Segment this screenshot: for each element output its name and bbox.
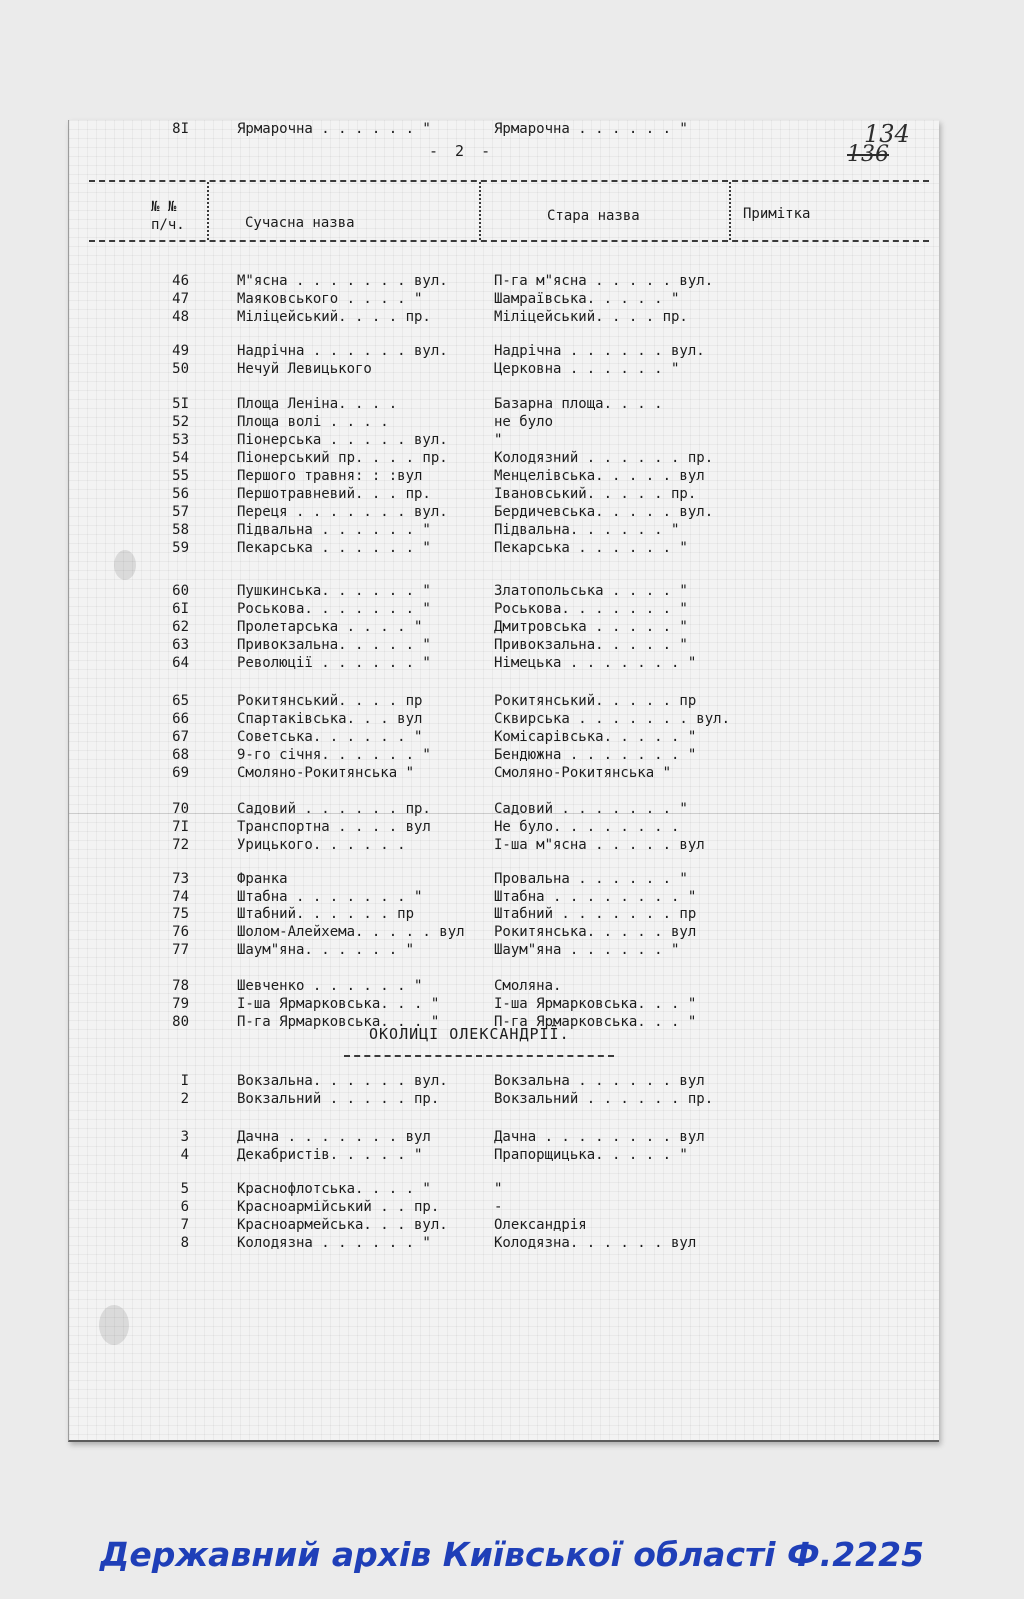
handwritten-sheet-number: 134	[864, 120, 910, 148]
row-number: 78	[172, 978, 189, 994]
old-street-name: Садовий . . . . . . . "	[494, 801, 688, 817]
row-number: I	[180, 1073, 189, 1089]
old-street-name: Шаум"яна . . . . . . "	[494, 942, 680, 958]
old-street-name: Німецька . . . . . . . "	[494, 655, 697, 671]
row-number: 6I	[172, 601, 189, 617]
old-street-name: "	[494, 1181, 503, 1197]
header-note: Примітка	[743, 206, 811, 222]
row-number: 6	[180, 1199, 189, 1215]
row-number: 48	[172, 309, 189, 325]
old-street-name: Менцелівська. . . . . вул	[494, 468, 705, 484]
current-street-name: М"ясна . . . . . . . вул.	[237, 273, 448, 289]
row-number: 65	[172, 693, 189, 709]
current-street-name: Пекарська . . . . . . "	[237, 540, 431, 556]
current-street-name: Привокзальна. . . . . "	[237, 637, 431, 653]
current-street-name: Советська. . . . . . "	[237, 729, 423, 745]
old-street-name: Дмитровська . . . . . "	[494, 619, 688, 635]
old-street-name: Не було. . . . . . . .	[494, 819, 680, 835]
old-street-name: Дачна . . . . . . . . вул	[494, 1129, 705, 1145]
current-street-name: Пушкинська. . . . . . "	[237, 583, 431, 599]
current-street-name: Колодязна . . . . . . "	[237, 1235, 431, 1251]
old-street-name: I-ша Ярмарковська. . . "	[494, 996, 697, 1012]
current-street-name: Надрічна . . . . . . вул.	[237, 343, 448, 359]
current-street-name: Площа волі . . . .	[237, 414, 389, 430]
current-street-name: Смоляно-Рокитянська "	[237, 765, 415, 781]
row-number: 68	[172, 747, 189, 763]
old-street-name: Колодязний . . . . . . пр.	[494, 450, 714, 466]
header-number-column: № № п/ч.	[151, 199, 185, 233]
row-number: 59	[172, 540, 189, 556]
archive-caption: Державний архів Київської області Ф.2225	[99, 1535, 925, 1574]
old-street-name: Шамраївська. . . . . "	[494, 291, 680, 307]
row-number: 62	[172, 619, 189, 635]
row-number: 8	[180, 1235, 189, 1251]
current-street-name: Садовий . . . . . . пр.	[237, 801, 431, 817]
old-street-name: Смоляно-Рокитянська "	[494, 765, 672, 781]
current-street-name: Штабна . . . . . . . "	[237, 889, 423, 905]
section-title-underline	[344, 1055, 614, 1057]
old-street-name: не було	[494, 414, 554, 430]
old-street-name: Провальна . . . . . . "	[494, 871, 688, 887]
row-number: 55	[172, 468, 189, 484]
row-number: 52	[172, 414, 189, 430]
row-number: 75	[172, 906, 189, 922]
current-street-name: Шолом-Алейхема. . . . . вул	[237, 924, 465, 940]
current-street-name: Підвальна . . . . . . "	[237, 522, 431, 538]
old-street-name: Прапорщицька. . . . . "	[494, 1147, 688, 1163]
current-street-name: Революції . . . . . . "	[237, 655, 431, 671]
old-street-name: Златопольська . . . . "	[494, 583, 688, 599]
old-street-name: Колодязна. . . . . . вул	[494, 1235, 697, 1251]
paper-stain	[99, 1305, 129, 1345]
old-street-name: Роськова. . . . . . . "	[494, 601, 688, 617]
old-street-name: П-га м"ясна . . . . . вул.	[494, 273, 714, 289]
current-street-name: Ярмарочна . . . . . . "	[237, 121, 431, 137]
row-number: 47	[172, 291, 189, 307]
current-street-name: Вокзальний . . . . . пр.	[237, 1091, 440, 1107]
header-old-name: Стара назва	[547, 208, 640, 224]
row-number: 66	[172, 711, 189, 727]
row-number: 46	[172, 273, 189, 289]
old-street-name: Комісарівська. . . . . "	[494, 729, 697, 745]
paper-stain	[114, 550, 136, 580]
old-street-name: Рокитянська. . . . . вул	[494, 924, 697, 940]
row-number: 2	[180, 1091, 189, 1107]
row-number: 77	[172, 942, 189, 958]
row-number: 63	[172, 637, 189, 653]
row-number: 80	[172, 1014, 189, 1030]
current-street-name: Піонерська . . . . . вул.	[237, 432, 448, 448]
row-number: 60	[172, 583, 189, 599]
current-street-name: Шевченко . . . . . . "	[237, 978, 423, 994]
current-street-name: Площа Леніна. . . .	[237, 396, 398, 412]
current-street-name: Міліцейський. . . . пр.	[237, 309, 431, 325]
current-street-name: Краснофлотська. . . . "	[237, 1181, 431, 1197]
current-street-name: Першого травня: : :вул	[237, 468, 423, 484]
header-current-name: Сучасна назва	[245, 215, 355, 231]
current-street-name: Красноармейська. . . вул.	[237, 1217, 448, 1233]
current-street-name: Нечуй Левицького	[237, 361, 372, 377]
row-number: 76	[172, 924, 189, 940]
current-street-name: Красноармійський . . пр.	[237, 1199, 440, 1215]
column-divider	[479, 182, 481, 240]
old-street-name: Штабна . . . . . . . . "	[494, 889, 697, 905]
current-street-name: Пролетарська . . . . "	[237, 619, 423, 635]
row-number: 5I	[172, 396, 189, 412]
row-number: 54	[172, 450, 189, 466]
current-street-name: 9-го січня. . . . . . "	[237, 747, 431, 763]
row-number: 50	[172, 361, 189, 377]
row-number: 5	[180, 1181, 189, 1197]
current-street-name: Шаум"яна. . . . . . "	[237, 942, 415, 958]
old-street-name: "	[494, 432, 503, 448]
old-street-name: Сквирська . . . . . . . вул.	[494, 711, 731, 727]
current-street-name: П-га Ярмарковська. . . "	[237, 1014, 440, 1030]
document-sheet	[68, 120, 939, 1442]
current-street-name: Декабристів. . . . . "	[237, 1147, 423, 1163]
current-street-name: Роськова. . . . . . . "	[237, 601, 431, 617]
row-number: 74	[172, 889, 189, 905]
row-number: 49	[172, 343, 189, 359]
row-number: 7I	[172, 819, 189, 835]
row-number: 53	[172, 432, 189, 448]
row-number: 7	[180, 1217, 189, 1233]
current-street-name: Першотравневий. . . пр.	[237, 486, 431, 502]
current-street-name: Транспортна . . . . вул	[237, 819, 431, 835]
old-street-name: Привокзальна. . . . . "	[494, 637, 688, 653]
row-number: 57	[172, 504, 189, 520]
row-number: 56	[172, 486, 189, 502]
row-number: 69	[172, 765, 189, 781]
old-street-name: Пекарська . . . . . . "	[494, 540, 688, 556]
row-number: 58	[172, 522, 189, 538]
old-street-name: Штабний . . . . . . . пр	[494, 906, 697, 922]
old-street-name: -	[494, 1199, 503, 1215]
row-number: 64	[172, 655, 189, 671]
row-number: 72	[172, 837, 189, 853]
row-number: 79	[172, 996, 189, 1012]
old-street-name: Підвальна. . . . . . "	[494, 522, 680, 538]
old-street-name: Бердичевська. . . . . вул.	[494, 504, 714, 520]
old-street-name: Смоляна.	[494, 978, 562, 994]
old-street-name: Рокитянський. . . . . пр	[494, 693, 697, 709]
current-street-name: Піонерський пр. . . . пр.	[237, 450, 448, 466]
old-street-name: Ярмарочна . . . . . . "	[494, 121, 688, 137]
column-divider	[207, 182, 209, 240]
row-number: 3	[180, 1129, 189, 1145]
current-street-name: Франка	[237, 871, 288, 887]
old-street-name: Надрічна . . . . . . вул.	[494, 343, 705, 359]
row-number: 73	[172, 871, 189, 887]
old-street-name: Базарна площа. . . .	[494, 396, 663, 412]
old-street-name: Вокзальна . . . . . . вул	[494, 1073, 705, 1089]
current-street-name: I-ша Ярмарковська. . . "	[237, 996, 440, 1012]
handwritten-crossed-number: 136	[847, 142, 889, 167]
current-street-name: Урицького. . . . . .	[237, 837, 406, 853]
current-street-name: Вокзальна. . . . . . вул.	[237, 1073, 448, 1089]
old-street-name: Вокзальний . . . . . . пр.	[494, 1091, 714, 1107]
old-street-name: Івановський. . . . . пр.	[494, 486, 697, 502]
row-number: 67	[172, 729, 189, 745]
old-street-name: Бендюжна . . . . . . . "	[494, 747, 697, 763]
row-number: 70	[172, 801, 189, 817]
old-street-name: I-ша м"ясна . . . . . вул	[494, 837, 705, 853]
old-street-name: Олександрія	[494, 1217, 587, 1233]
current-street-name: Штабний. . . . . . пр	[237, 906, 415, 922]
old-street-name: Церковна . . . . . . "	[494, 361, 680, 377]
old-street-name: П-га Ярмарковська. . . "	[494, 1014, 697, 1030]
table-header-bottom-rule	[89, 240, 929, 242]
section-title: ОКОЛИЦІ ОЛЕКСАНДРІЇ.	[369, 1025, 570, 1043]
current-street-name: Дачна . . . . . . . вул	[237, 1129, 431, 1145]
current-street-name: Спартаківська. . . вул	[237, 711, 423, 727]
current-street-name: Переця . . . . . . . вул.	[237, 504, 448, 520]
row-number: 8I	[172, 121, 189, 137]
current-street-name: Маяковського . . . . "	[237, 291, 423, 307]
page-number: - 2 -	[429, 142, 495, 160]
row-number: 4	[180, 1147, 189, 1163]
table-header-top-rule	[89, 180, 929, 182]
column-divider	[729, 182, 731, 240]
old-street-name: Міліцейський. . . . пр.	[494, 309, 688, 325]
current-street-name: Рокитянський. . . . пр	[237, 693, 423, 709]
